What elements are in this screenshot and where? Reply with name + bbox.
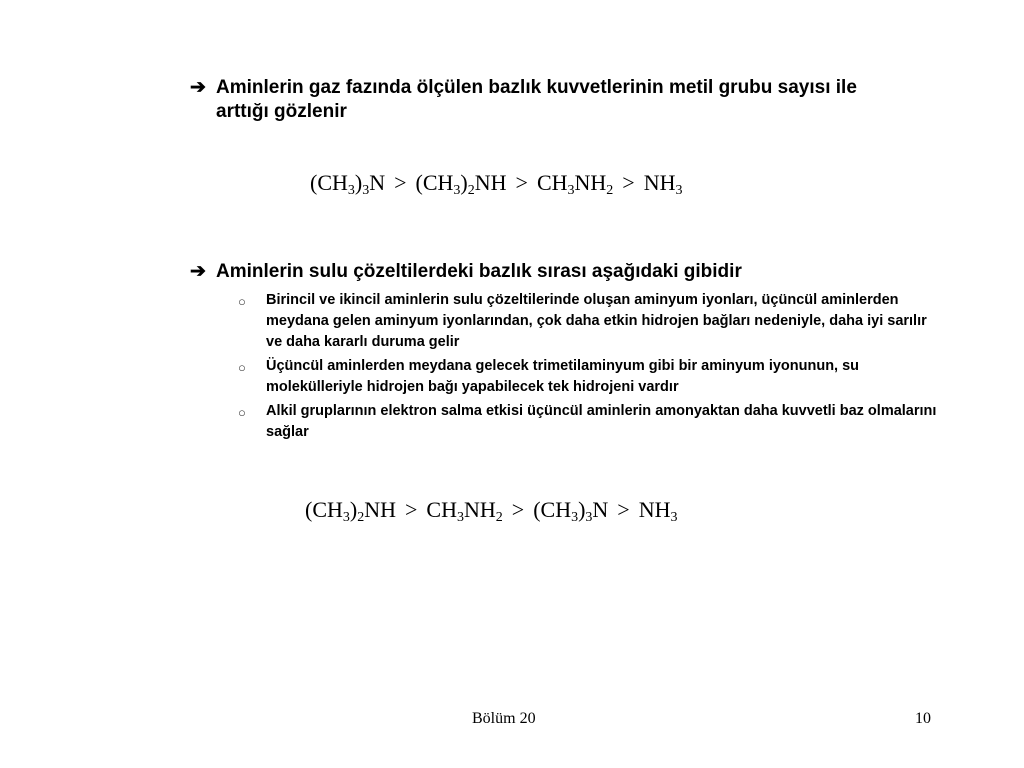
formula-subscript: 3 (585, 510, 593, 525)
section2-bullet-list (238, 290, 938, 446)
formula-subscript: 3 (342, 510, 350, 525)
formula-subscript: 3 (571, 510, 579, 525)
formula-token: NH (463, 497, 496, 522)
list-item-text: Birincil ve ikincil aminlerin sulu çözeltilerinde oluşan aminyum iyonları, üçüncül aminlerden meydana gelen aminyum iyonlarından, çok daha etkin hidrojen bağları nedeniyle, daha iyi sarılır ve daha kararlı duruma gelir (266, 292, 927, 350)
formula-token: NH (638, 497, 671, 522)
formula-token: N (592, 497, 609, 522)
formula-subscript: 3 (567, 183, 575, 198)
section2-text: Aminlerin sulu çözeltilerdeki bazlık sırası aşağıdaki gibidir (216, 261, 742, 282)
section1-heading (190, 76, 910, 124)
formula-token: (CH (533, 497, 572, 522)
formula-subscript: 3 (453, 183, 461, 198)
greater-than-sign: > (515, 170, 528, 195)
formula-token: ) (349, 497, 358, 522)
formula-token: NH (474, 170, 507, 195)
formula-token: CH (426, 497, 457, 522)
greater-than-sign: > (405, 497, 418, 522)
formula-subscript: 3 (362, 183, 370, 198)
formula-token: NH (574, 170, 607, 195)
list-item (238, 356, 938, 398)
greater-than-sign: > (622, 170, 635, 195)
formula-subscript: 2 (467, 183, 475, 198)
formula-subscript: 2 (495, 510, 503, 525)
footer-chapter: Bölüm 20 (472, 710, 536, 727)
formula-subscript: 3 (456, 510, 464, 525)
page-number: 10 (915, 710, 931, 727)
hollow-bullet-icon: ○ (238, 360, 246, 375)
section2-heading (190, 260, 910, 284)
greater-than-sign: > (617, 497, 630, 522)
right-arrow-icon: ➔ (190, 77, 206, 98)
list-item-text: Üçüncül aminlerden meydana gelecek trimetilaminyum gibi bir aminyum iyonunun, su molekülleriyle hidrojen bağı yapabilecek tek hidrojeni vardır (266, 358, 860, 395)
formula-subscript: 2 (606, 183, 614, 198)
formula-token: (CH (310, 170, 348, 195)
greater-than-sign: > (394, 170, 407, 195)
formula-token: ) (460, 170, 468, 195)
formula-token: NH (364, 497, 396, 522)
list-item-text: Alkil gruplarının elektron salma etkisi üçüncül aminlerin amonyaktan daha kuvvetli baz olmalarını sağlar (266, 403, 937, 440)
formula-subscript: 2 (357, 510, 365, 525)
greater-than-sign: > (511, 497, 525, 522)
list-item (238, 401, 938, 443)
formula-token: ) (354, 170, 363, 195)
list-item (238, 290, 938, 353)
formula-token: ) (578, 497, 586, 522)
formula-token: N (369, 170, 386, 195)
hollow-bullet-icon: ○ (238, 405, 246, 420)
formula-subscript: 3 (675, 183, 683, 198)
right-arrow-icon: ➔ (190, 261, 206, 282)
section1-text: Aminlerin gaz fazında ölçülen bazlık kuvvetlerinin metil grubu sayısı ile arttığı gözlenir (216, 77, 857, 122)
formula-subscript: 3 (347, 183, 355, 198)
basicity-order-gas-phase-formula (310, 170, 683, 196)
formula-token: NH (643, 170, 676, 195)
formula-token: CH (536, 170, 568, 195)
formula-token: (CH (305, 497, 343, 522)
basicity-order-aqueous-formula (305, 497, 678, 523)
formula-subscript: 3 (670, 510, 678, 525)
hollow-bullet-icon: ○ (238, 294, 246, 309)
formula-token: (CH (415, 170, 454, 195)
